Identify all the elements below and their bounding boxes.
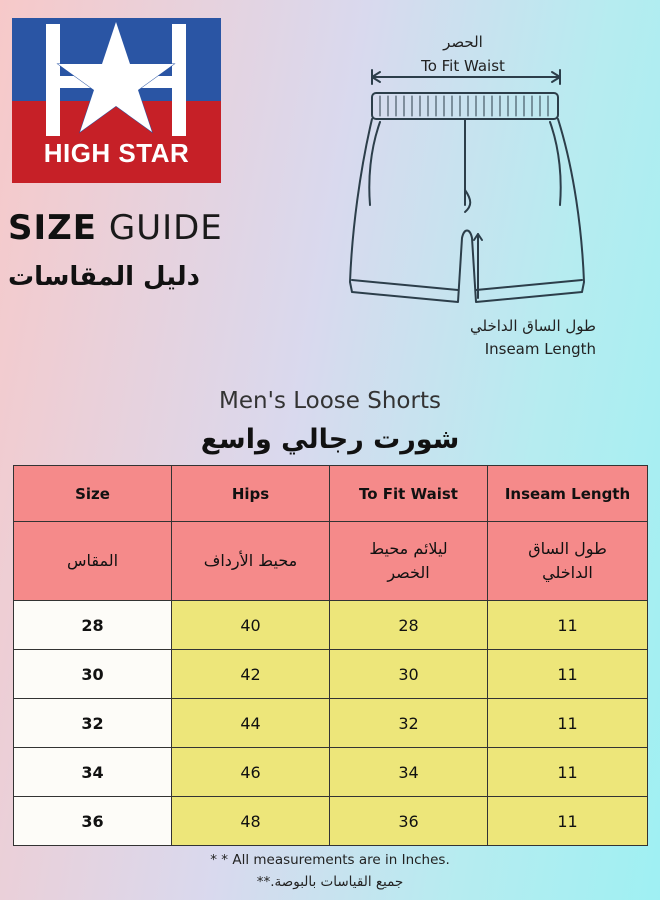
measurement-note: * * All measurements are in Inches.: [210, 852, 450, 868]
header-inseam: Inseam Length: [488, 466, 648, 522]
waist-label-arabic: الحصر: [443, 33, 483, 51]
size-word: SIZE: [8, 208, 98, 248]
size-cell: 34: [14, 748, 172, 797]
size-cell: 32: [14, 699, 172, 748]
brand-name: HIGH STAR: [43, 138, 190, 168]
table-row: [14, 748, 648, 797]
hips-cell: 42: [172, 650, 330, 699]
waist-cell: 30: [330, 650, 488, 699]
header-size: Size: [14, 466, 172, 522]
brand-logo: [12, 18, 221, 183]
table-row: [14, 797, 648, 846]
size-guide-arabic: دليل المقاسات: [7, 262, 200, 292]
inseam-cell: 11: [488, 601, 648, 650]
header-hips-arabic: محيط الأرداف: [172, 522, 330, 601]
inseam-cell: 11: [488, 748, 648, 797]
hips-cell: 46: [172, 748, 330, 797]
waist-cell: 34: [330, 748, 488, 797]
hips-cell: 48: [172, 797, 330, 846]
header-hips: Hips: [172, 466, 330, 522]
table-header-row-arabic: [14, 522, 648, 601]
size-guide-heading: [8, 208, 248, 248]
header-waist-arabic: ليلائم محيط الخصر: [330, 522, 488, 601]
waist-label: To Fit Waist: [421, 57, 505, 75]
inseam-label: Inseam Length: [484, 340, 596, 358]
header-inseam-arabic: طول الساق الداخلي: [488, 522, 648, 601]
inseam-cell: 11: [488, 699, 648, 748]
hips-cell: 40: [172, 601, 330, 650]
measurement-note-arabic: جميع القياسات بالبوصة.**: [256, 874, 404, 890]
size-cell: 30: [14, 650, 172, 699]
product-title: Men's Loose Shorts: [219, 388, 441, 414]
guide-word: GUIDE: [108, 208, 223, 248]
inseam-cell: 11: [488, 650, 648, 699]
inseam-cell: 11: [488, 797, 648, 846]
table-row: [14, 650, 648, 699]
size-cell: 36: [14, 797, 172, 846]
header-size-arabic: المقاس: [14, 522, 172, 601]
header-waist: To Fit Waist: [330, 466, 488, 522]
waist-cell: 36: [330, 797, 488, 846]
table-header-row: [14, 466, 648, 522]
waist-cell: 32: [330, 699, 488, 748]
hips-cell: 44: [172, 699, 330, 748]
inseam-label-arabic: طول الساق الداخلي: [470, 317, 596, 335]
table-row: [14, 601, 648, 650]
table-row: [14, 699, 648, 748]
size-cell: 28: [14, 601, 172, 650]
waist-cell: 28: [330, 601, 488, 650]
size-table: [13, 465, 648, 846]
product-title-arabic: شورت رجالي واسع: [200, 424, 460, 455]
